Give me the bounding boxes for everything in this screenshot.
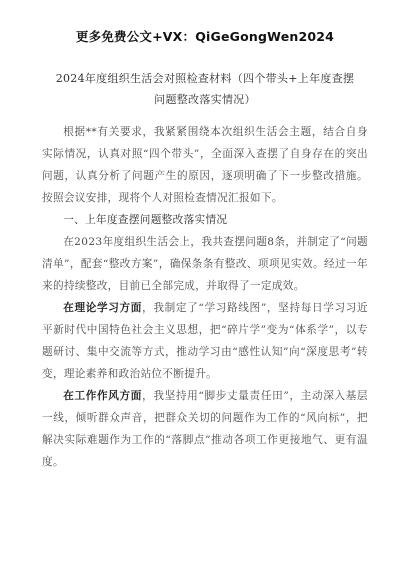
title-line-1: 2024年度组织生活会对照检查材料（四个带头+上年度查摆 [55, 72, 355, 85]
document-title [42, 68, 368, 110]
theory-text: ，我制定了“学习路线图”，坚持每日学习习近平新时代中国特色社会主义思想，把“碎片学”变为“体系学”，以专题研讨、集中交流等方式，推动学习由“感性认知”向“深度思考”转变，理论素养和政治站位不断提升。 [42, 302, 368, 380]
watermark-banner: 更多免费公文+VX：QiGeGongWen2024 [75, 29, 335, 44]
section-paragraph: 在2023年度组织生活会上，我共查摆问题8条，并制定了“问题清单”，配套“整改方案”，确保条条有整改、项项见实效。经过一年来的持续整改，目前已全部完成，并取得了一定成效。 [42, 236, 368, 292]
work-style-lead: 在工作作风方面 [63, 390, 143, 402]
work-style-text: ，我坚持用“脚步丈量责任田”，主动深入基层一线，倾听群众声音，把群众关切的问题作为工作的“风向标”，把解决实际难题作为工作的“落脚点”推动各项工作更接地气、更有温度。 [42, 390, 368, 468]
section-heading: 一、上年度查摆问题整改落实情况 [63, 214, 228, 226]
work-style-paragraph [42, 385, 368, 473]
document-body [42, 121, 368, 473]
theory-lead: 在理论学习方面 [63, 302, 143, 314]
theory-paragraph [42, 297, 368, 385]
title-line-2: 问题整改落实情况） [154, 93, 256, 106]
intro-paragraph: 根据**有关要求，我紧紧围绕本次组织生活会主题，结合自身实际情况，认真对照“四个带头”，全面深入查摆了自身存在的突出问题，认真分析了问题产生的原因，逐项明确了下一步整改措施。按照会议安排，现将个人对照检查情况汇报如下。 [42, 126, 368, 204]
